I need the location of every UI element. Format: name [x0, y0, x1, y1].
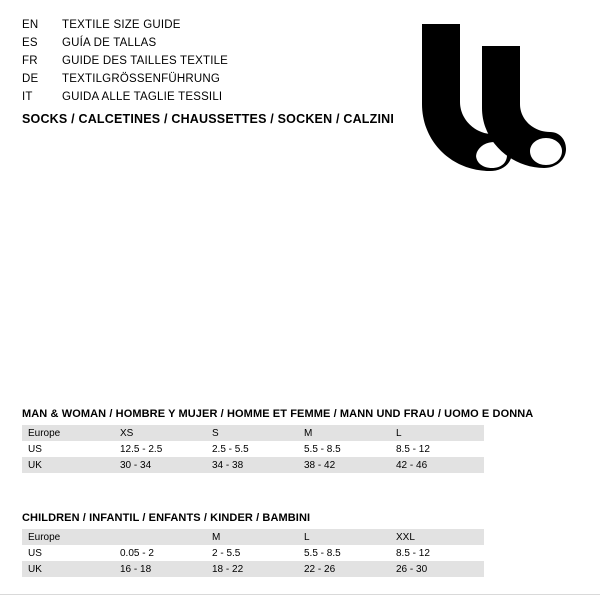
- table-cell: 2 - 5.5: [206, 545, 298, 561]
- language-row: [22, 16, 402, 34]
- children-size-table-block: [22, 512, 578, 577]
- adult-size-table: [22, 425, 484, 473]
- table-row: [22, 457, 484, 473]
- language-code: DE: [22, 73, 39, 85]
- language-row: [22, 88, 402, 106]
- children-size-table: [22, 529, 484, 577]
- language-row: [22, 52, 402, 70]
- language-row: [22, 34, 402, 52]
- language-code: IT: [22, 91, 33, 103]
- language-label: GUIDE DES TAILLES TEXTILE: [62, 55, 229, 67]
- table-cell: 38 - 42: [298, 457, 390, 473]
- table-header-cell: M: [206, 529, 298, 545]
- table-header-cell: [114, 529, 206, 545]
- table-row: [22, 441, 484, 457]
- table-header-cell: XXL: [390, 529, 484, 545]
- table-header-row: [22, 529, 484, 545]
- table-cell: 2.5 - 5.5: [206, 441, 298, 457]
- table-cell: 0.05 - 2: [114, 545, 206, 561]
- row-label: US: [22, 441, 114, 457]
- language-label: TEXTILE SIZE GUIDE: [62, 19, 181, 31]
- table-row: [22, 561, 484, 577]
- children-table-caption: CHILDREN / INFANTIL / ENFANTS / KINDER / BAMBINI: [22, 512, 311, 524]
- table-cell: 8.5 - 12: [390, 441, 484, 457]
- table-cell: 8.5 - 12: [390, 545, 484, 561]
- table-cell: 5.5 - 8.5: [298, 545, 390, 561]
- page-title: SOCKS / CALCETINES / CHAUSSETTES / SOCKEN / CALZINI: [22, 112, 395, 126]
- table-header-cell: XS: [114, 425, 206, 441]
- table-header-cell: Europe: [22, 529, 114, 545]
- adult-table-caption: MAN & WOMAN / HOMBRE Y MUJER / HOMME ET FEMME / MANN UND FRAU / UOMO E DONNA: [22, 408, 534, 420]
- language-label: GUÍA DE TALLAS: [62, 37, 157, 49]
- language-label: GUIDA ALLE TAGLIE TESSILI: [62, 91, 223, 103]
- table-row: [22, 545, 484, 561]
- table-cell: 26 - 30: [390, 561, 484, 577]
- language-code: FR: [22, 55, 38, 67]
- language-code: EN: [22, 19, 39, 31]
- table-cell: 34 - 38: [206, 457, 298, 473]
- table-cell: 16 - 18: [114, 561, 206, 577]
- table-header-cell: M: [298, 425, 390, 441]
- table-header-cell: L: [298, 529, 390, 545]
- table-header-row: [22, 425, 484, 441]
- table-header-cell: Europe: [22, 425, 114, 441]
- language-label: TEXTILGRÖSSENFÜHRUNG: [62, 73, 220, 85]
- row-label: UK: [22, 457, 114, 473]
- table-cell: 42 - 46: [390, 457, 484, 473]
- table-cell: 18 - 22: [206, 561, 298, 577]
- language-code: ES: [22, 37, 38, 49]
- language-row: [22, 70, 402, 88]
- table-cell: 30 - 34: [114, 457, 206, 473]
- table-header-cell: S: [206, 425, 298, 441]
- table-header-cell: L: [390, 425, 484, 441]
- adult-size-table-block: [22, 408, 578, 473]
- row-label: US: [22, 545, 114, 561]
- pair-of-socks-illustration: [408, 16, 568, 176]
- table-cell: 12.5 - 2.5: [114, 441, 206, 457]
- table-cell: 22 - 26: [298, 561, 390, 577]
- table-cell: 5.5 - 8.5: [298, 441, 390, 457]
- row-label: UK: [22, 561, 114, 577]
- language-list: [22, 16, 402, 106]
- footer-divider: [0, 594, 600, 595]
